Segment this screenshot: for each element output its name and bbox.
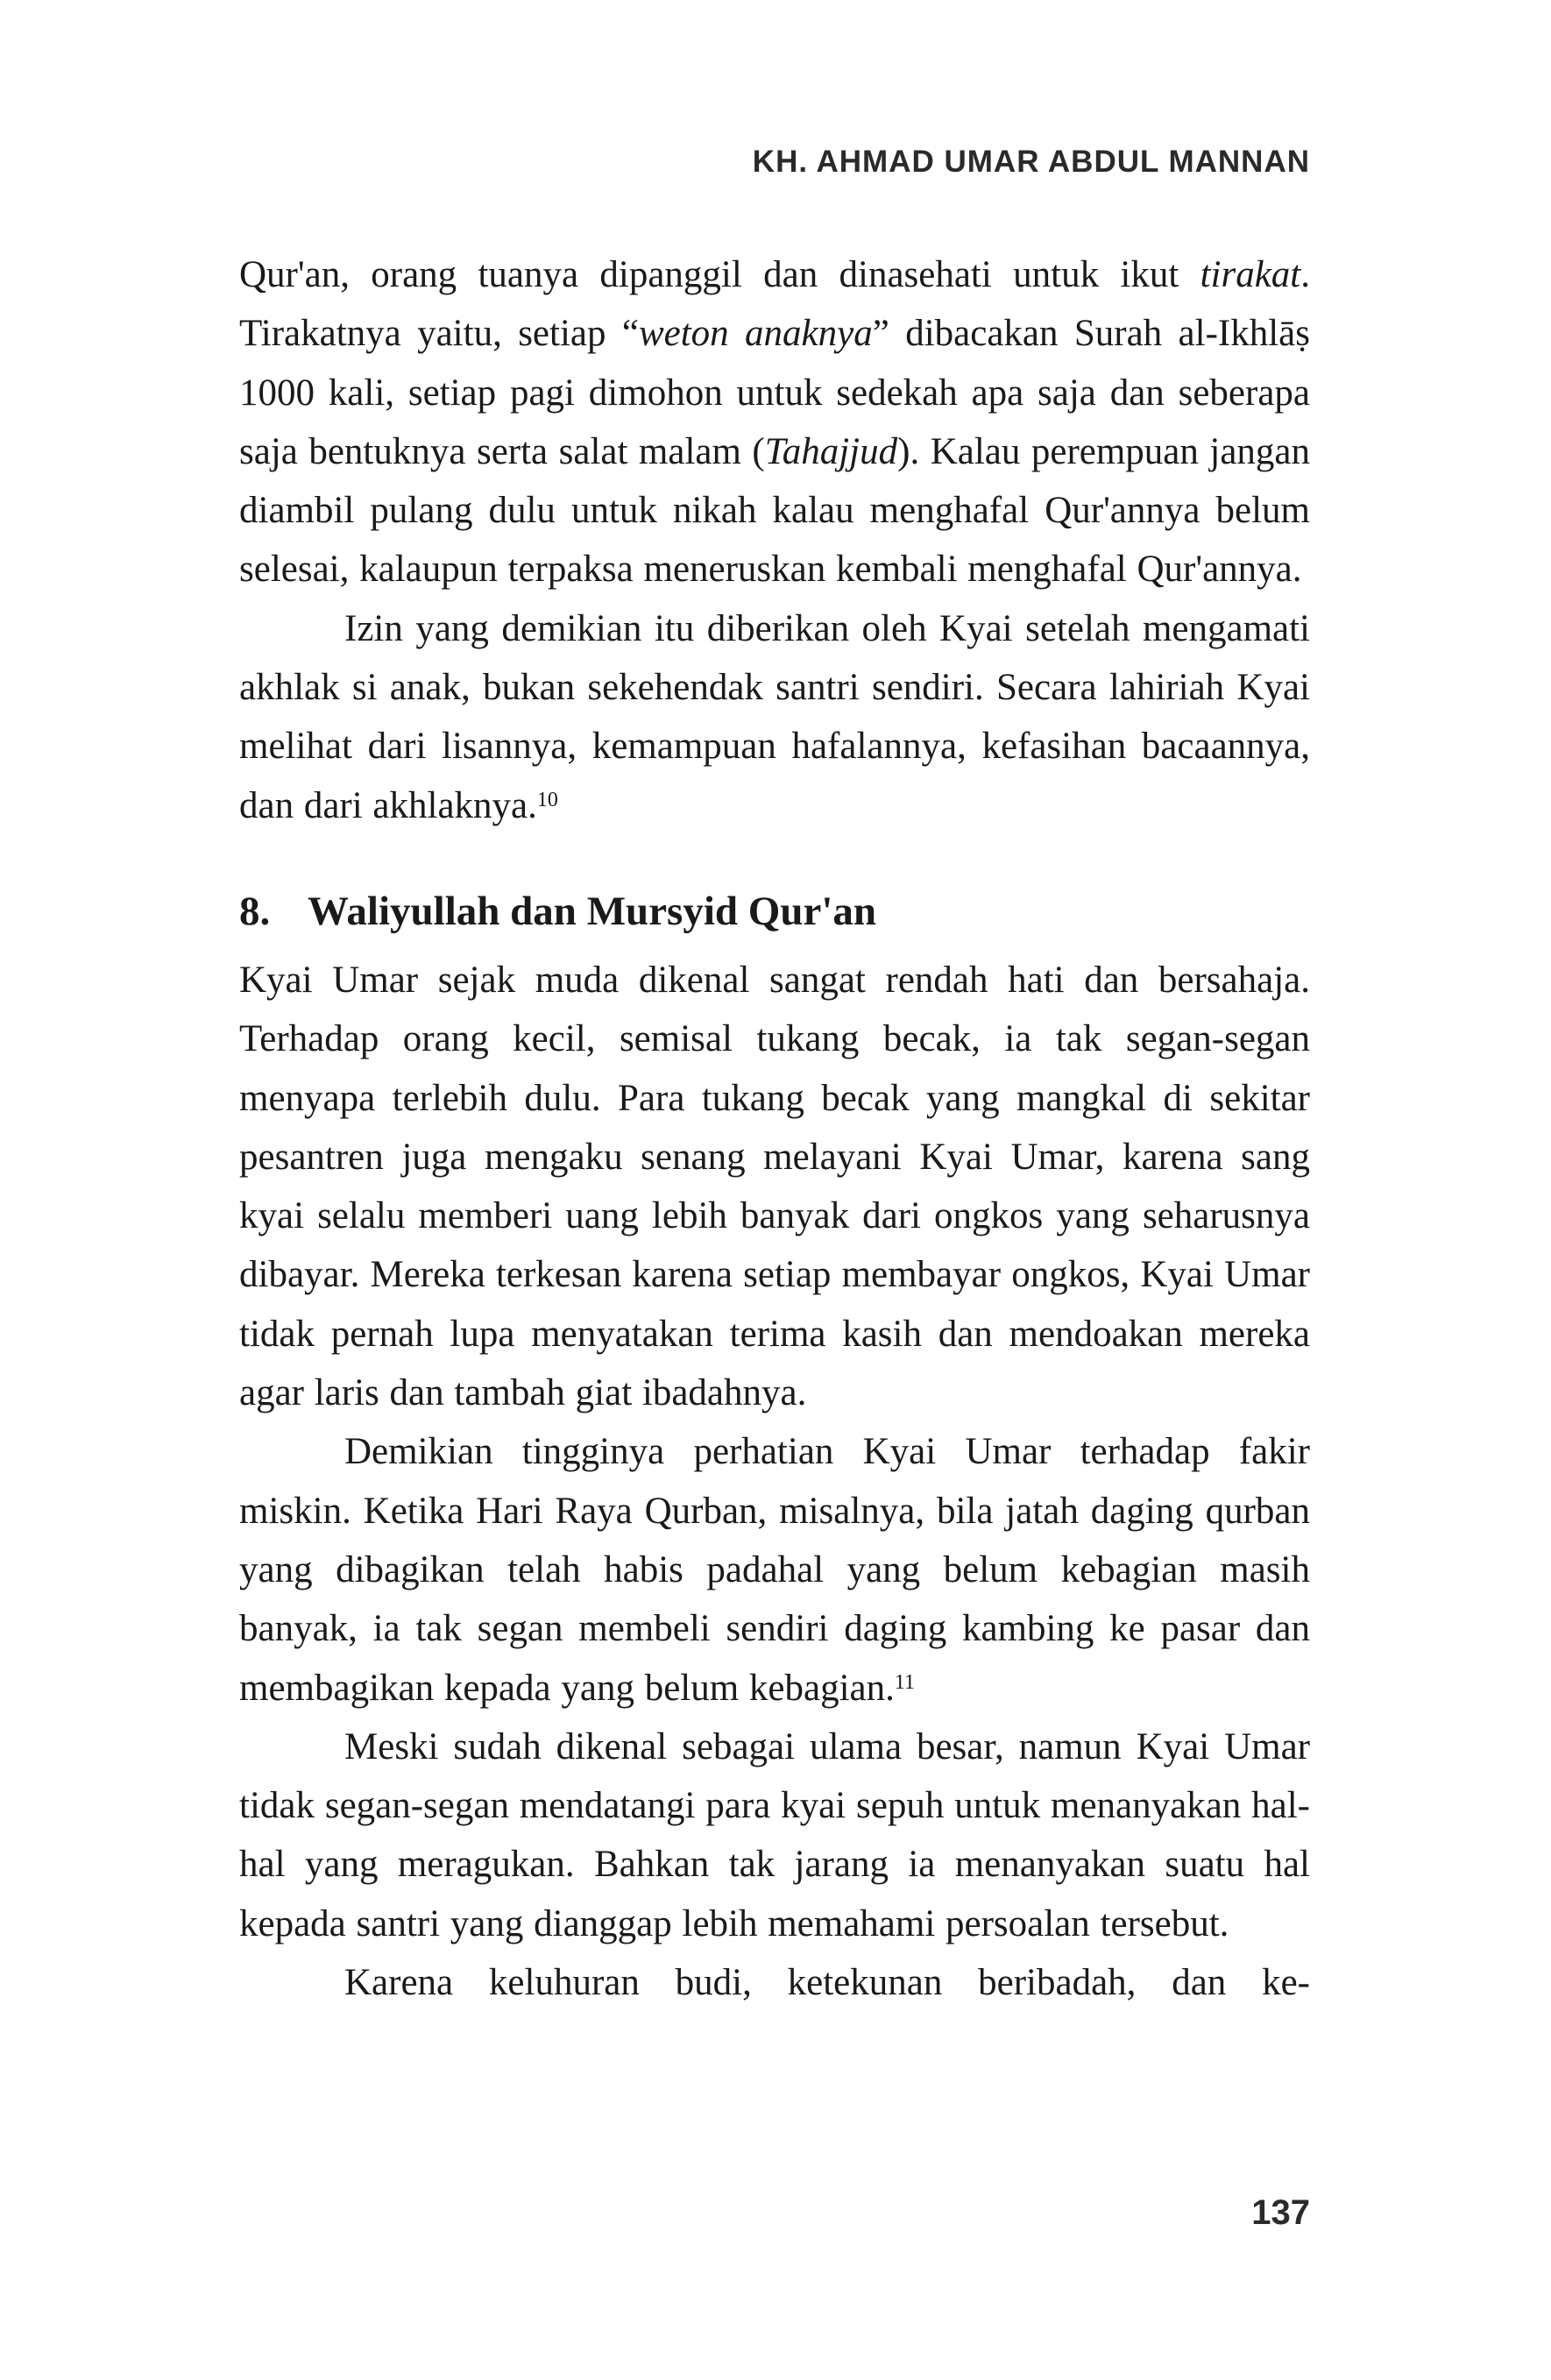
- p5-text: Meski sudah dikenal sebagai ulama besar, namun Kyai Umar tidak segan-segan mendatangi para kyai sepuh untuk menanyakan hal-hal yang meragukan. Bahkan tak jarang ia menanyakan suatu hal kepada santri yang dianggap lebih memahami persoalan tersebut.: [239, 1725, 1310, 1944]
- page-body: [239, 245, 1310, 2012]
- p6-text: Karena keluhuran budi, ketekunan beribadah, dan ke-: [344, 1962, 1310, 2004]
- page-number: 137: [1251, 2193, 1310, 2232]
- term-tahajjud: Tahajjud: [764, 430, 898, 472]
- paragraph-fakir-miskin: [239, 1422, 1310, 1717]
- p1-text-a: Qur'an, orang tuanya dipanggil dan dinasehati untuk ikut: [239, 254, 1200, 295]
- footnote-ref-11[interactable]: 11: [894, 1670, 915, 1694]
- p4-text: Demikian tingginya perhatian Kyai Umar terhadap fakir miskin. Ketika Hari Raya Qurban, misalnya, bila jatah daging qurban yang dibagikan telah habis padahal yang belum kebagian masih banyak, ia tak segan membeli sendiri daging kambing ke pasar dan membagikan kepada yang belum kebagian.: [239, 1431, 1310, 1709]
- spacer: [239, 835, 1310, 881]
- section-number: 8.: [239, 888, 271, 934]
- paragraph-izin: [239, 599, 1310, 835]
- p3-text: Kyai Umar sejak muda dikenal sangat rendah hati dan bersahaja. Terhadap orang kecil, semisal tukang becak, ia tak segan-segan menyapa terlebih dulu. Para tukang becak yang mangkal di sekitar pesantren juga mengaku senang melayani Kyai Umar, karena sang kyai selalu memberi uang lebih banyak dari ongkos yang seharusnya dibayar. Mereka terkesan karena setiap membayar ongkos, Kyai Umar tidak pernah lupa menyatakan terima kasih dan mendoakan mereka agar laris dan tambah giat ibadahnya.: [239, 959, 1310, 1414]
- paragraph-rendah-hati: [239, 951, 1310, 1422]
- term-weton-anaknya: weton anaknya: [638, 313, 873, 355]
- term-tirakat: tirakat: [1200, 254, 1301, 295]
- footnote-ref-10[interactable]: 10: [536, 788, 558, 811]
- p1-text-c: . Tirakatnya yaitu, setiap “: [239, 254, 1310, 355]
- section-heading: [239, 881, 1310, 942]
- paragraph-continuation: [239, 245, 1310, 599]
- p1-text-g: ). Kalau perempuan jangan diambil pulang dulu untuk nikah kalau menghafal Qur'annya belum selesai, kalaupun terpaksa meneruskan kembali menghafal Qur'annya.: [239, 430, 1310, 591]
- paragraph-ulama-besar: [239, 1718, 1310, 1953]
- p1-text-e: ” dibacakan Surah al-Ikhlāṣ 1000 kali, setiap pagi dimohon untuk sedekah apa saja dan seberapa saja bentuknya serta salat malam (: [239, 313, 1310, 472]
- running-head: KH. AHMAD UMAR ABDUL MANNAN: [752, 145, 1310, 179]
- section-title: Waliyullah dan Mursyid Qur'an: [308, 888, 877, 934]
- paragraph-keluhuran-budi: [239, 1953, 1310, 2012]
- p2-text: Izin yang demikian itu diberikan oleh Kyai setelah mengamati akhlak si anak, bukan sekehendak santri sendiri. Secara lahiriah Kyai melihat dari lisannya, kemampuan hafalannya, kefasihan bacaannya, dan dari akhlaknya.: [239, 607, 1310, 826]
